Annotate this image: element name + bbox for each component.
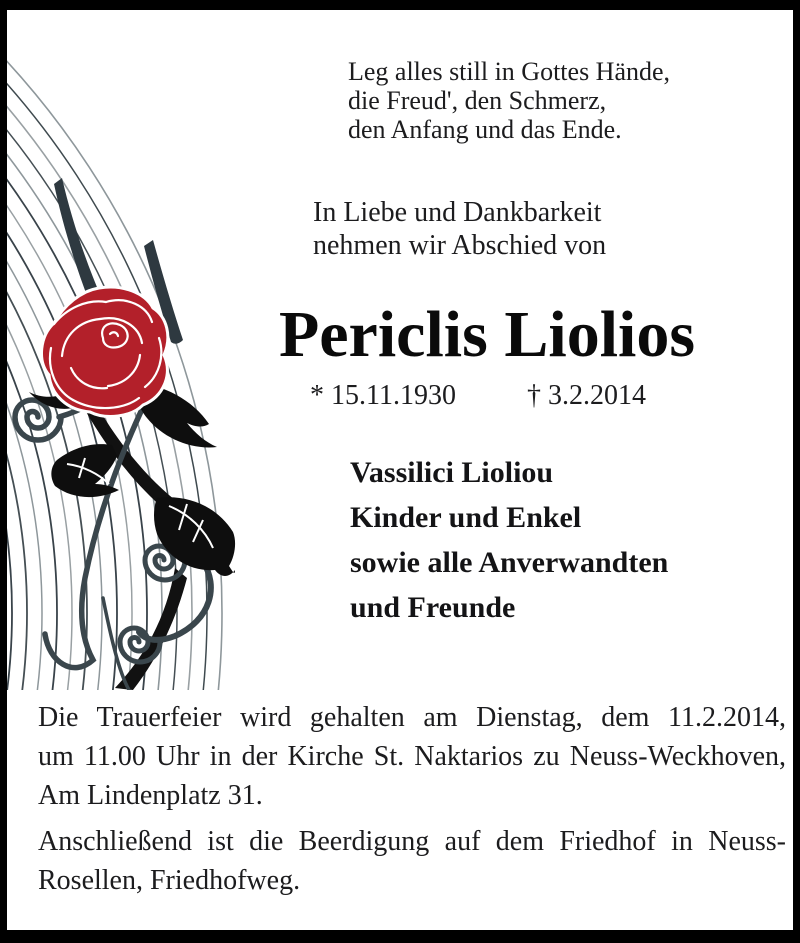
notice-paper [7,10,793,930]
funeral-line: Am Lindenplatz 31. [38,780,263,811]
mourner-line: Vassilici Lioliou [350,456,554,489]
verse-line: den Anfang und das Ende. [348,115,622,144]
farewell-line: In Liebe und Dankbarkeit [313,197,602,228]
burial-details [38,822,786,900]
opening-verse [348,57,670,144]
mourner-line: und Freunde [350,591,516,624]
funeral-details [38,698,786,815]
farewell-intro [313,196,606,262]
verse-line: die Freud', den Schmerz, [348,86,607,115]
burial-line: Rosellen, Friedhofweg. [38,865,301,896]
rose-flourish-graphic [7,38,257,690]
burial-line: Anschließend ist die Beerdigung auf dem Friedhof in Neuss- [38,826,786,857]
farewell-line: nehmen wir Abschied von [313,230,607,261]
death-date: † 3.2.2014 [527,380,646,411]
rose-icon [42,287,168,416]
funeral-line: Die Trauerfeier wird gehalten am Dienstag, dem 11.2.2014, [38,702,786,733]
funeral-line: um 11.00 Uhr in der Kirche St. Naktarios zu Neuss-Weckhoven, [38,741,786,772]
mourner-line: Kinder und Enkel [350,501,582,534]
deceased-name: Periclis Liolios [278,298,696,371]
mourners-list [350,450,668,630]
birth-date: * 15.11.1930 [310,380,456,411]
mourner-line: sowie alle Anverwandten [350,546,669,579]
verse-line: Leg alles still in Gottes Hände, [348,57,671,86]
